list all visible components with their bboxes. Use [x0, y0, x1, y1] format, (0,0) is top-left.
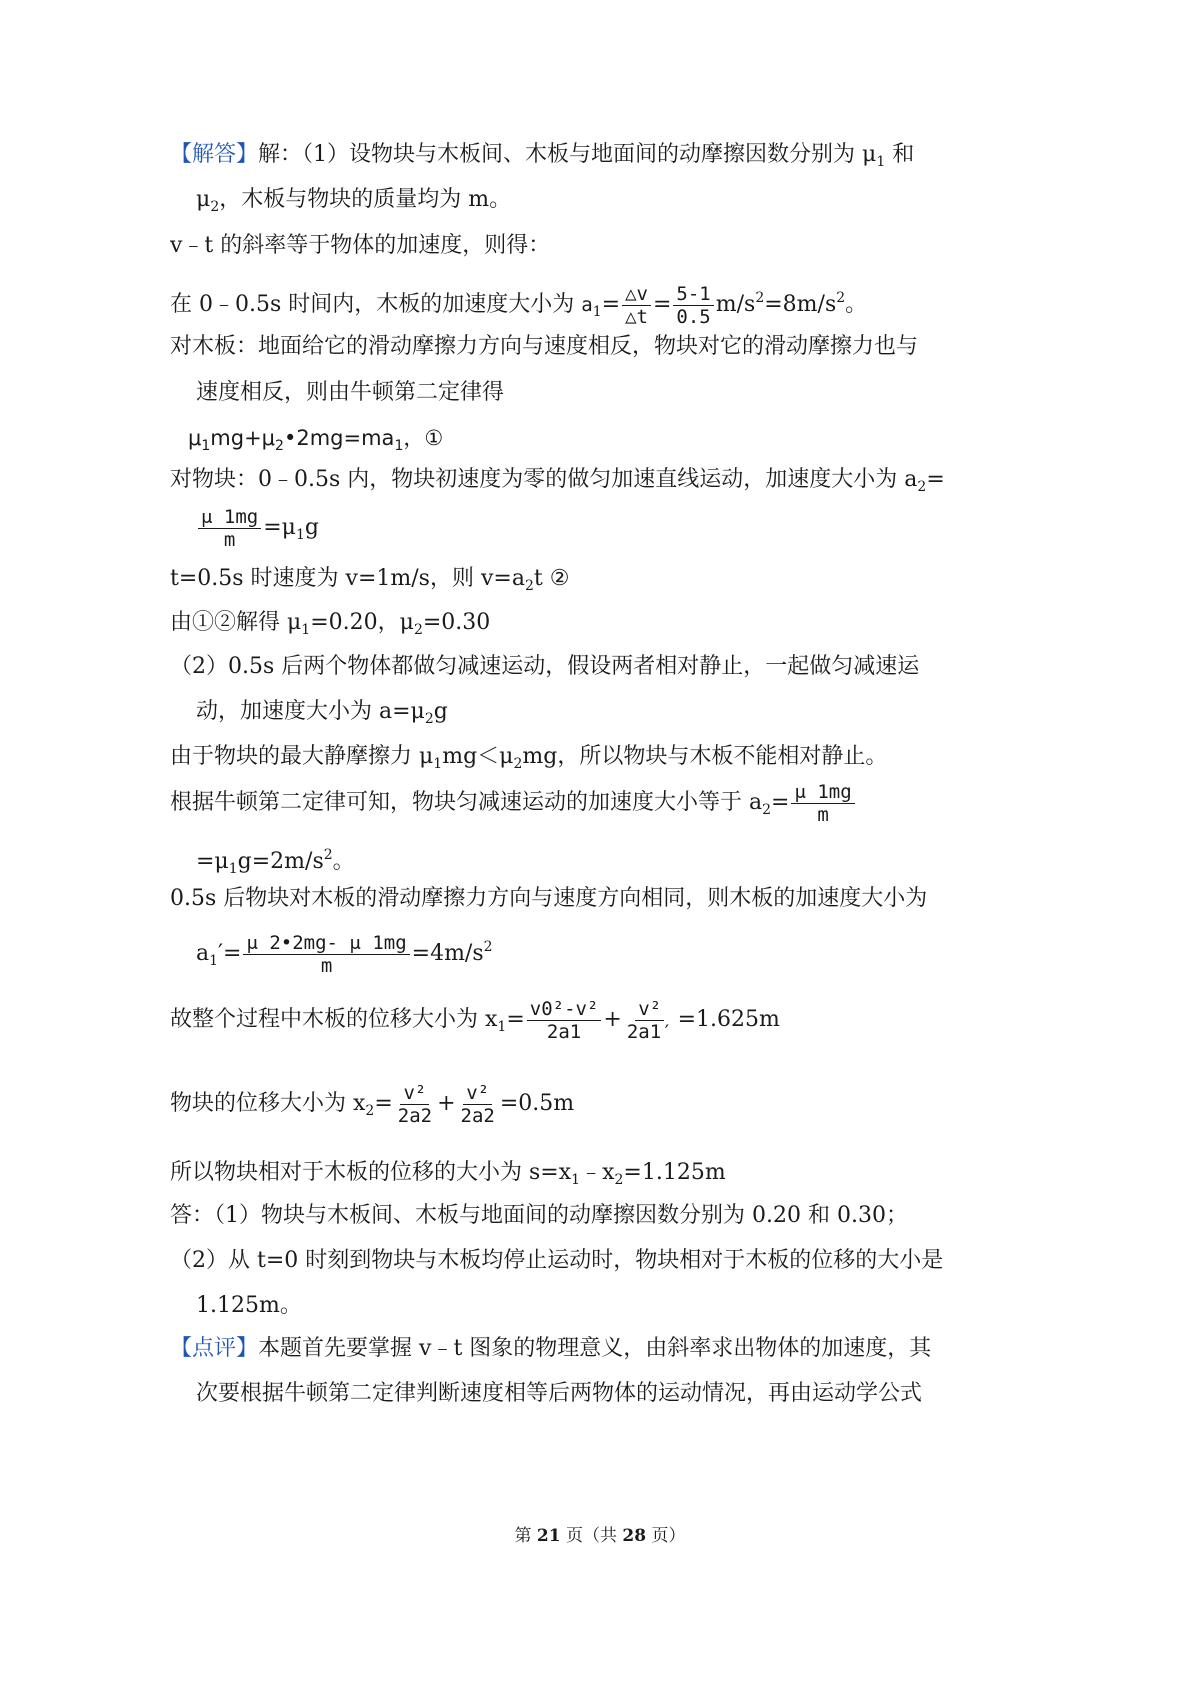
comment-tag: 【点评】: [170, 1336, 259, 1361]
page-footer: 第 21 页（共 28 页）: [514, 1526, 686, 1546]
mu1-mg-fraction-2: $\frac{\mu 1mg}{m}$: [791, 781, 854, 826]
answer-line-19: 故整个过程中木板的位移大小为 $x_1=$ $\frac{\text{v0²-v²}}{2a1}$ + $\frac{\text{v²}}{2a1'}$ =1.625m: [170, 997, 780, 1043]
answer-line-20: 物块的位移大小为 $x_2=$ $\frac{\text{v²}}{2a2}$ + $\frac{\text{v²}}{2a2}$ =0.5m: [170, 1081, 575, 1127]
x1-fraction-b: $\frac{\text{v²}}{2a1'}$: [626, 997, 673, 1043]
answer-line-21: 所以物块相对于木板的位移的大小为 $s=x_1﹣x_2=1.125m$: [170, 1160, 726, 1188]
answer-line-3: v﹣t 的斜率等于物体的加速度，则得：: [170, 233, 551, 258]
answer-line-23: （2）从 t=0 时刻到物块与木板均停止运动时，物块相对于木板的位移的大小是: [170, 1248, 944, 1273]
answer-line-10: t=0.5s 时速度为 v=1m/s，则 $v=a_2t$ ②: [170, 566, 570, 594]
answer-line-22: 答：（1）物块与木板间、木板与地面间的动摩擦因数分别为 0.20 和 0.30；: [170, 1203, 908, 1228]
answer-line-8: 对物块：0﹣0.5s 内，物块初速度为零的做匀加速直线运动，加速度大小为 $a_2=$: [170, 467, 945, 495]
equation-1: $\mu_1mg+\mu_2•2mg=ma_1$，①: [188, 426, 444, 454]
answer-line-14: 由于物块的最大静摩擦力 $\mu_1mg<\mu_2mg$，所以物块与木板不能相对静止。: [170, 744, 888, 772]
answer-line-9: $\frac{\mu 1mg}{m}$ $=\mu_1g$: [196, 505, 319, 558]
page-total: 28: [622, 1526, 647, 1546]
answer-line-2: $\mu_2$，木板与物块的质量均为 m。: [196, 187, 512, 215]
comment-line-1: 【点评】本题首先要掌握 v﹣t 图象的物理意义，由斜率求出物体的加速度，其: [170, 1336, 932, 1361]
answer-tag: 【解答】: [170, 142, 259, 167]
answer-line-5: 对木板：地面给它的滑动摩擦力方向与速度相反，物块对它的滑动摩擦力也与: [170, 334, 919, 359]
answer-line-24: 1.125m。: [196, 1293, 302, 1318]
answer-line-15: 根据牛顿第二定律可知，物块匀减速运动的加速度大小等于 $a_2=$ $\frac{\mu 1mg}{m}$: [170, 780, 857, 833]
x2-fraction-a: $\frac{\text{v²}}{2a2}$: [397, 1081, 433, 1127]
answer-line-17: 0.5s 后物块对木板的滑动摩擦力方向与速度方向相同，则木板的加速度大小为: [170, 886, 928, 911]
answer-line-11: 由①②解得 $\mu_1=0.20$，$\mu_2=0.30$: [170, 610, 491, 638]
board-accel-fraction: $\frac{\mu 2•2mg- \mu 1mg}{m}$: [243, 932, 409, 977]
page-number: 21: [536, 1526, 561, 1546]
answer-line-13: 动，加速度大小为 $a=\mu_2g$: [196, 699, 448, 727]
answer-line-4: 在 0﹣0.5s 时间内，木板的加速度大小为 $a_1=$ $\frac{\triangle v}{\triangle t}$ = $\frac{5-1}{0.5}$ $m/s^2=8m/s^2$。: [170, 282, 868, 328]
answer-line-18: $a_1'=$ $\frac{\mu 2•2mg- \mu 1mg}{m}$ $=4m/s^2$: [196, 931, 493, 977]
answer-line-1: 【解答】解：（1）设物块与木板间、木板与地面间的动摩擦因数分别为 $\mu_1$ 和: [170, 142, 915, 170]
answer-line-6: 速度相反，则由牛顿第二定律得: [196, 380, 505, 405]
answer-line-12: （2）0.5s 后两个物体都做匀减速运动，假设两者相对静止，一起做匀减速运: [170, 654, 920, 679]
numeric-fraction: $\frac{5-1}{0.5}$: [673, 283, 713, 328]
comment-line-2: 次要根据牛顿第二定律判断速度相等后两物体的运动情况，再由运动学公式: [196, 1381, 923, 1406]
x2-fraction-b: $\frac{\text{v²}}{2a2}$: [460, 1081, 495, 1127]
x1-fraction-a: $\frac{\text{v0²-v²}}{2a1}$: [527, 998, 602, 1043]
delta-v-fraction: $\frac{\triangle v}{\triangle t}$: [622, 283, 651, 328]
answer-line-16: $=\mu_1g=2m/s^2$。: [196, 847, 355, 877]
mu1-mg-fraction: $\frac{\mu 1mg}{m}$: [198, 506, 261, 551]
